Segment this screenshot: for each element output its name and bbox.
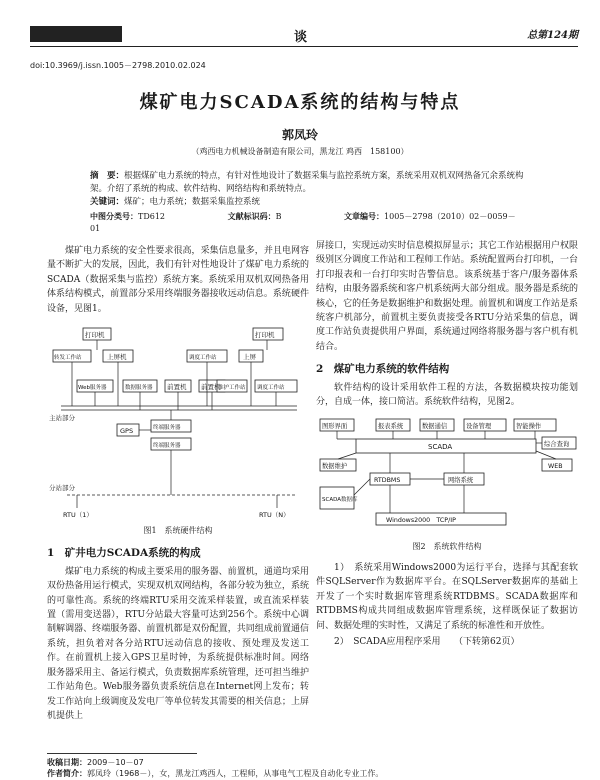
item-1-paragraph: 1） 系统采用Windows2000为运行平台，选择与其配套软件SQLServer作为数据库平台。在SQLServer数据库的基础上开发了一个实时数据库管理系统RTDBMS。SCADA数据库和RTDBMS构成共同组成数据库管理系统，这样既保证了数据访问、数据处理的实时性，又满足了系统的标准性和开放性。	[316, 562, 578, 631]
fig1-label-substation: 分站部分	[49, 484, 75, 493]
fig2-text-rtdbms: RTDBMS	[374, 477, 401, 485]
fig1-text-frontend-1: 前置机	[167, 383, 187, 392]
item-2-text: 2） SCADA应用程序采用	[334, 636, 441, 647]
doc-code-value: B	[275, 212, 282, 221]
fig1-text-printer-right: 打印机	[255, 331, 275, 340]
fig1-text-terminal-2: 终端服务器	[153, 443, 181, 450]
fig2-text-device: 设备管理	[466, 423, 492, 431]
footer-rule	[47, 753, 197, 754]
fig2-text-smart-op: 智能操作	[516, 423, 542, 431]
classification-row	[90, 210, 560, 235]
fig2-text-comm: 数据通信	[422, 423, 448, 431]
section-2-heading: 2 煤矿电力系统的软件结构	[316, 363, 450, 376]
fig1-text-web: Web服务器	[78, 385, 107, 392]
fig2-text-report: 报表系统	[378, 423, 404, 431]
fig1-text-data-server: 数据服务器	[125, 385, 153, 392]
item-2-paragraph	[316, 635, 578, 649]
fig1-text-display: 上屏机	[107, 353, 127, 362]
continued-paragraph: 屏接口，实现远动实时信息模拟屏显示；其它工作站根据用户权限级别区分调度工作站和工程师工作站。系统配置两台打印机，一台打印报表和一台打印实时告警信息。该系统基于客户/服务器体系结构，由服务器系统和客户机系统两大部分组成。服务器是系统的核心，它的任务是数据维护和数据处理。前置机和调度工作站是系统客户机部分，前置机主要负责接受各RTU分站采集的信息，调度工作站负责提供用户界面，系统通过网络将服务器与客户机有机结合。	[316, 241, 578, 352]
continued-note: （下转第62页）	[458, 636, 520, 647]
fig2-text-query: 综合查询	[544, 441, 570, 449]
header-issue: 总第124期	[527, 30, 578, 41]
intro-paragraph: 煤矿电力系统的安全性要求很高，采集信息量多，并且电网容量不断扩大的发展，因此，我们有针对性地设计了煤矿电力系统的SCADA（数据采集与监控）系统方案。系统采用双机双网热备用体系结构模式，前置部分采用终端服务器接收远动信息。系统硬件设备，见图1。	[47, 246, 309, 314]
fig2-text-maintain: 数据维护	[322, 463, 348, 471]
header-rule	[30, 46, 578, 47]
received-value: 2009－10－07	[87, 758, 144, 767]
abstract-text: 根据煤矿电力系统的特点，有针对性地设计了数据采集与监控系统方案，系统采用双机双网热备冗余系统构架。介绍了系统的构成、软件结构、网络结构和系统特点。	[90, 171, 524, 194]
article-no-value: 1005－2798（2010）02－0059－01	[90, 212, 516, 233]
section-1-paragraph: 煤矿电力系统的构成主要采用的服务器、前置机，通道均采用双份热备用运行模式，实现双机双网结构，各部分较为独立，系统的可靠性高。系统的终端RTU采用交流采样装置，或直流采样装置（需用变送器），RTU分站最大容量可达到256个。系统中心调制解调器、终端服务器、前置机都是双份配置，共同组成前置通信系统，担负着对各分站RTU远动信息的接收、预处理及发送工作。在前置机上接入GPS卫星时钟，为系统提供标准时间。网络服务器采用主、备运行模式，负责数据库系统管理，还可担当维护工作站角色。Web服务器负责系统信息在Internet网上发布；转发工作站向上级调度及发电厂等单位转发其需要的相关信息；上屏机提供上	[47, 566, 309, 721]
right-column	[316, 239, 578, 649]
clc-label: 中图分类号：	[90, 211, 138, 221]
fig2-text-platform: Windows2000 TCP/IP	[386, 517, 456, 525]
paper-title: 煤矿电力SCADA系统的结构与特点	[139, 92, 461, 113]
author-info	[47, 768, 383, 779]
figure-2-caption: 图2 系统软件结构	[412, 542, 482, 552]
fig1-text-frontend-2: 前置机	[201, 383, 221, 392]
fig1-label-rtu-n: RTU（N）	[259, 511, 290, 520]
figure-1-caption: 图1 系统硬件结构	[143, 526, 213, 536]
abstract	[90, 170, 535, 209]
fig1-text-dispatch-1: 调度工作站	[189, 355, 217, 362]
fig1-label-master: 主站部分	[49, 414, 75, 423]
author-info-label: 作者简介：	[47, 769, 87, 778]
received-label: 收稿日期：	[47, 758, 87, 767]
clc-value: TD612	[138, 212, 166, 221]
section-2-paragraph: 软件结构的设计采用软件工程的方法，各数据模块按功能划分，自成一体，接口简洁。系统软件结构，见图2。	[316, 382, 578, 408]
fig1-text-printer-left: 打印机	[85, 331, 105, 340]
figure-2-software-diagram	[316, 415, 578, 537]
fig1-label-rtu-1: RTU（1）	[63, 511, 93, 520]
fig2-text-gui: 图形界面	[322, 423, 348, 431]
journal-tag	[30, 26, 122, 42]
fig2-text-network: 网络系统	[448, 477, 474, 485]
keywords-text: 煤矿；电力系统；数据采集监控系统	[124, 197, 261, 207]
article-no-label: 文章编号：	[344, 211, 385, 221]
fig1-text-upper: 上屏	[243, 353, 256, 362]
left-column	[47, 244, 309, 723]
doc-code-label: 文献标识码：	[227, 211, 276, 221]
keywords-label: 关键词：	[90, 197, 125, 207]
fig1-text-maintenance: 维护工作站	[218, 385, 246, 392]
abstract-label: 摘 要：	[90, 171, 125, 181]
fig1-text-dispatch-2: 调度工作站	[257, 385, 285, 392]
fig2-text-scada-db: SCADA数据库	[322, 497, 358, 504]
fig1-text-terminal-1: 终端服务器	[153, 425, 181, 432]
section-1-heading: 1 矿井电力SCADA系统的构成	[47, 547, 201, 560]
paper-author: 郭凤玲	[281, 128, 318, 142]
fig1-text-gps: GPS	[120, 427, 134, 436]
received-date	[47, 757, 144, 768]
doi: doi:10.3969/j.issn.1005－2798.2010.02.024	[30, 61, 206, 70]
author-info-value: 郭凤玲（1968－），女，黑龙江鸡西人，工程师，从事电气工程及自动化专业工作。	[87, 769, 384, 778]
fig1-text-forward: 转发工作站	[54, 355, 82, 362]
fig2-text-web: WEB	[548, 463, 563, 471]
figure-1-hardware-diagram	[47, 322, 309, 522]
header-center-mark: 谈	[294, 30, 308, 45]
paper-affiliation: （鸡西电力机械设备制造有限公司，黑龙江 鸡西 158100）	[191, 147, 409, 156]
fig2-text-scada: SCADA	[428, 443, 453, 452]
